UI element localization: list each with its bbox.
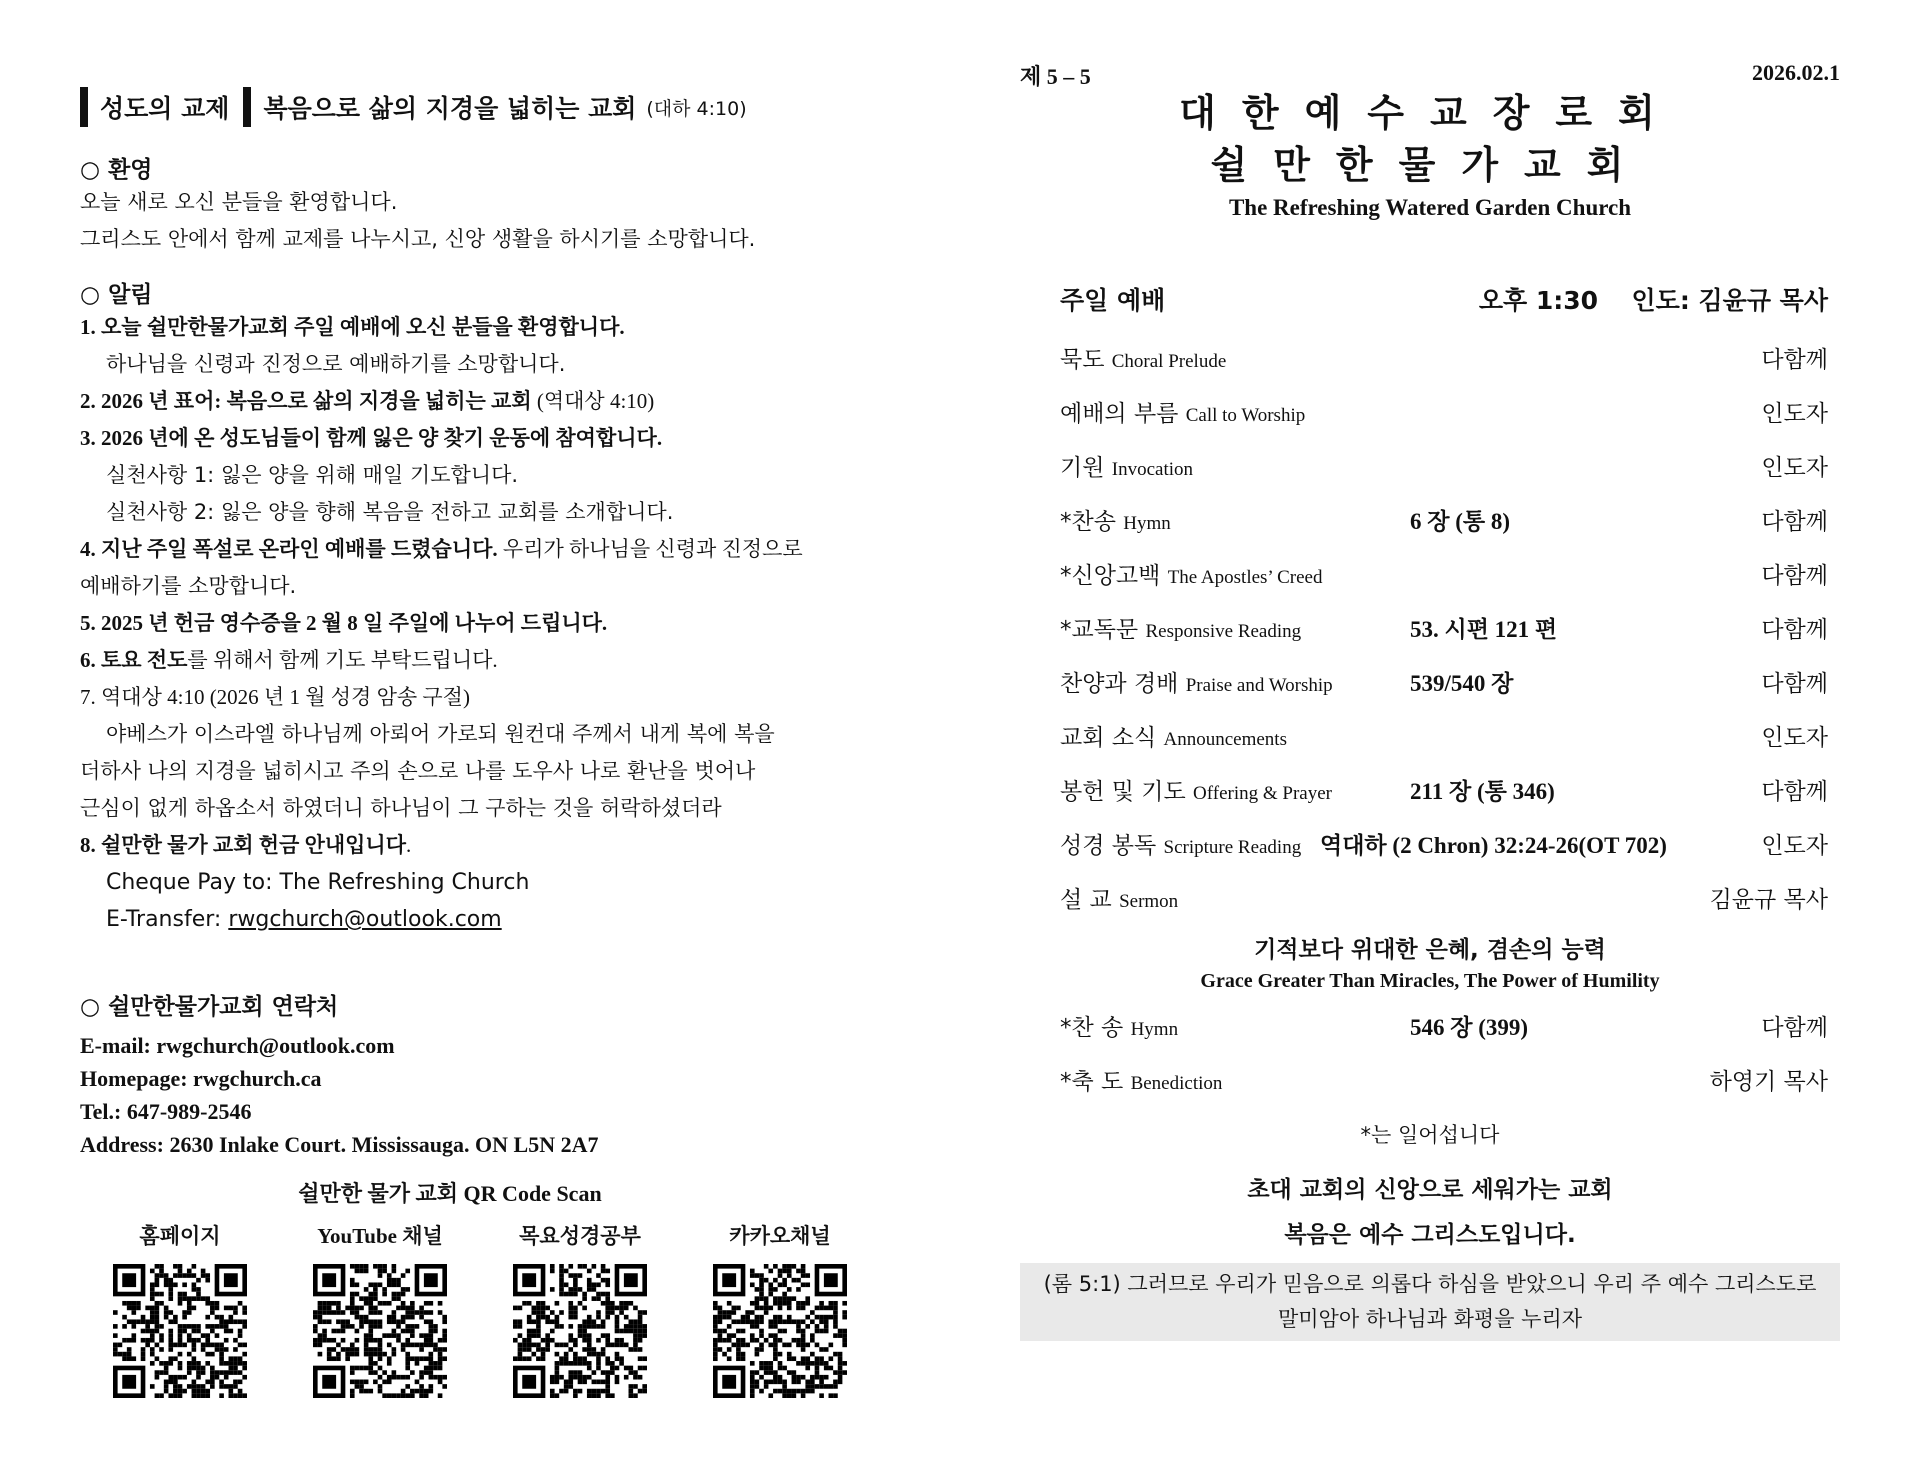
sermon-title-en: Grace Greater Than Miracles, The Power of Humility (1200, 970, 1660, 992)
contact-email: E-mail: rwgchurch@outlook.com (80, 1033, 395, 1058)
contact-tel: Tel.: 647-989-2546 (80, 1099, 252, 1124)
item-name (1060, 557, 1322, 590)
qr-item-bible-study (480, 1220, 680, 1398)
notice-text: 2. 2026 년 표어: 복음으로 삶의 지경을 넓히는 교회 (80, 389, 532, 413)
etransfer-label: E-Transfer: (106, 907, 229, 932)
denomination-name: 대한예수교장로회 (1179, 90, 1681, 135)
item-en: Invocation (1111, 459, 1194, 480)
item-en: Responsive Reading (1145, 621, 1302, 642)
qr-code[interactable] (713, 1264, 847, 1398)
memory-verse-line: (롬 5:1) 그러므로 우리가 믿음으로 의롭다 하심을 받았으니 우리 주 예수 그리스도로 (1043, 1272, 1817, 1296)
item-name (1060, 719, 1287, 752)
cheque-line: Cheque Pay to: The Refreshing Church (106, 870, 530, 895)
qr-item-homepage (80, 1220, 280, 1398)
qr-item-kakao (680, 1220, 880, 1398)
notice-item: 7. 역대상 4:10 (2026 년 1 월 성경 암송 구절) (80, 685, 470, 709)
memory-verse-box (1020, 1263, 1840, 1341)
item-name (1060, 881, 1178, 914)
item-who: 하영기 목사 (1709, 1069, 1828, 1095)
item-detail: 6 장 (통 8) (1410, 509, 1511, 534)
notice-item: 실천사항 1: 잃은 양을 위해 매일 기도합니다. (106, 463, 519, 487)
item-who: 다함께 (1761, 563, 1828, 589)
item-who: 다함께 (1761, 347, 1828, 373)
notice-text: 4. 지난 주일 폭설로 온라인 예배를 드렸습니다. (80, 537, 498, 561)
item-who: 인도자 (1761, 725, 1828, 751)
notice-item (80, 827, 880, 864)
item-who: 다함께 (1761, 671, 1828, 697)
item-ko: 기원 (1060, 455, 1105, 481)
qr-code[interactable] (113, 1264, 247, 1398)
item-detail: 546 장 (399) (1410, 1015, 1529, 1040)
item-en: The Apostles’ Creed (1167, 567, 1323, 588)
worship-item (1020, 545, 1840, 599)
welcome-line: 오늘 새로 오신 분들을 환영합니다. (80, 190, 398, 214)
left-page (80, 85, 880, 1398)
item-en: Call to Worship (1185, 405, 1306, 426)
motto-line-2: 복음은 예수 그리스도입니다. (1284, 1222, 1576, 1248)
item-name (1060, 1009, 1178, 1042)
item-ko: 예배의 부름 (1060, 401, 1179, 427)
service-title: 주일 예배 (1060, 286, 1166, 315)
item-who: 다함께 (1761, 617, 1828, 643)
notice-text: 우리가 하나님을 신령과 진정으로 (497, 537, 803, 561)
item-ko: *찬송 (1060, 509, 1116, 535)
item-en: Offering & Prayer (1193, 783, 1332, 804)
worship-item (1020, 1051, 1840, 1105)
church-name-ko: 쉴만한물가교회 (1210, 142, 1650, 187)
verse-line: 야베스가 이스라엘 하나님께 아뢰어 가로되 원컨대 주께서 내게 복에 복을 (106, 722, 775, 746)
notice-text: . (406, 833, 412, 857)
item-ko: *교독문 (1060, 617, 1139, 643)
qr-item-youtube (280, 1220, 480, 1398)
item-ko: 찬양과 경배 (1060, 671, 1179, 697)
worship-item (1020, 653, 1840, 707)
welcome-line: 그리스도 안에서 함께 교제를 나누시고, 신앙 생활을 하시기를 소망합니다. (80, 227, 756, 251)
worship-item (1020, 761, 1840, 815)
closing-order (1020, 997, 1840, 1105)
item-ko: 봉헌 및 기도 (1060, 779, 1186, 805)
notice-text: 8. 쉴만한 물가 교회 헌금 안내입니다 (80, 833, 407, 857)
worship-item (1020, 491, 1840, 545)
item-detail: 53. 시편 121 편 (1410, 617, 1558, 642)
notice-item: 실천사항 2: 잃은 양을 향해 복음을 전하고 교회를 소개합니다. (106, 500, 674, 524)
notice-text: 6. 토요 전도 (80, 648, 188, 672)
item-name (1060, 341, 1226, 374)
item-en: Sermon (1119, 891, 1179, 912)
qr-title: 쉴만한 물가 교회 QR Code Scan (298, 1181, 602, 1206)
notice-item: 1. 오늘 쉴만한물가교회 주일 예배에 오신 분들을 환영합니다. (80, 315, 625, 339)
item-who: 인도자 (1761, 455, 1828, 481)
worship-item (1020, 599, 1840, 653)
item-en: Announcements (1163, 729, 1287, 750)
notice-item (80, 531, 880, 568)
item-name (1060, 611, 1301, 644)
memory-verse-line: 말미암아 하나님과 화평을 누리자 (1277, 1307, 1583, 1331)
item-ko: *축 도 (1060, 1069, 1124, 1095)
qr-row (80, 1220, 880, 1398)
worship-item (1020, 997, 1840, 1051)
contact-address: Address: 2630 Inlake Court. Mississauga. ON L5N 2A7 (80, 1132, 599, 1157)
header-motto: 복음으로 삶의 지경을 넓히는 교회 (263, 94, 637, 123)
service-time: 오후 1:30 (1478, 286, 1599, 315)
worship-item (1020, 869, 1840, 923)
item-who: 김윤규 목사 (1709, 887, 1828, 913)
item-ko: 설 교 (1060, 887, 1112, 913)
item-ko: 교회 소식 (1060, 725, 1157, 751)
worship-item (1020, 383, 1840, 437)
header-title: 성도의 교제 (100, 94, 230, 123)
item-detail: 539/540 장 (1410, 671, 1514, 696)
service-header (1020, 281, 1840, 317)
contact-title: ○ 쉴만한물가교회 연락처 (80, 994, 339, 1020)
worship-item (1020, 815, 1840, 869)
worship-item (1020, 437, 1840, 491)
notice-item: 하나님을 신령과 진정으로 예배하기를 소망합니다. (106, 352, 566, 376)
etransfer-email-link[interactable]: rwgchurch@outlook.com (228, 907, 502, 932)
item-ko: 성경 봉독 (1060, 833, 1157, 859)
header-reference: (대하 4:10) (646, 97, 747, 120)
notice-item: 5. 2025 년 헌금 영수증을 2 월 8 일 주일에 나누어 드립니다. (80, 611, 608, 635)
item-who: 인도자 (1761, 401, 1828, 427)
notice-text: 를 위해서 함께 기도 부탁드립니다. (187, 648, 498, 672)
qr-label: 목요성경공부 (519, 1224, 641, 1248)
notice-item (80, 642, 880, 679)
item-ko: *찬 송 (1060, 1015, 1124, 1041)
notice-item: 3. 2026 년에 온 성도님들이 함께 잃은 양 찾기 운동에 참여합니다. (80, 426, 663, 450)
worship-item (1020, 707, 1840, 761)
service-leader: 인도: 김윤규 목사 (1631, 286, 1828, 315)
item-who: 인도자 (1761, 833, 1828, 859)
qr-label: 홈페이지 (139, 1224, 221, 1248)
sermon-title-ko: 기적보다 위대한 은혜, 겸손의 능력 (1254, 937, 1606, 963)
notice-text: (역대상 4:10) (531, 389, 655, 413)
item-en: Praise and Worship (1185, 675, 1333, 696)
church-name-en: The Refreshing Watered Garden Church (1228, 195, 1632, 220)
item-name (1060, 1063, 1222, 1096)
item-en: Choral Prelude (1111, 351, 1227, 372)
item-ko: 묵도 (1060, 347, 1105, 373)
standing-note: *는 일어섭니다 (1360, 1123, 1500, 1147)
item-detail: 역대하 (2 Chron) 32:24-26(OT 702) (1320, 833, 1667, 858)
header-bar (80, 87, 88, 127)
contact-homepage: Homepage: rwgchurch.ca (80, 1066, 322, 1091)
item-name (1060, 773, 1332, 806)
item-who: 다함께 (1761, 1015, 1828, 1041)
bulletin-date: 2026.02.1 (1752, 60, 1840, 85)
item-name (1060, 449, 1193, 482)
item-name (1060, 395, 1305, 428)
item-who: 다함께 (1761, 509, 1828, 535)
worship-item (1020, 329, 1840, 383)
notice-item (80, 383, 880, 420)
verse-line: 근심이 없게 하옵소서 하였더니 하나님이 그 구하는 것을 허락하셨더라 (80, 796, 722, 820)
header-bar (243, 87, 251, 127)
qr-label: YouTube 채널 (317, 1224, 443, 1248)
qr-label: 카카오채널 (729, 1224, 831, 1248)
item-en: Scripture Reading (1163, 837, 1302, 858)
item-en: Benediction (1130, 1073, 1223, 1094)
item-ko: *신앙고백 (1060, 563, 1161, 589)
verse-line: 더하사 나의 지경을 넓히시고 주의 손으로 나를 도우사 나로 환난을 벗어나 (80, 759, 756, 783)
welcome-title: ○ 환영 (80, 157, 153, 183)
item-en: Hymn (1123, 513, 1171, 534)
item-who: 다함께 (1761, 779, 1828, 805)
item-en: Hymn (1130, 1019, 1179, 1040)
motto-line-1: 초대 교회의 신앙으로 세워가는 교회 (1247, 1177, 1613, 1203)
order-of-worship (1020, 329, 1840, 923)
issue-number: 제 5 – 5 (1020, 64, 1091, 89)
item-name (1060, 503, 1171, 536)
notice-title: ○ 알림 (80, 282, 153, 308)
item-name (1060, 665, 1333, 698)
item-detail: 211 장 (통 346) (1410, 779, 1555, 804)
section-header (80, 85, 880, 129)
qr-code[interactable] (513, 1264, 647, 1398)
qr-code[interactable] (313, 1264, 447, 1398)
item-name (1060, 827, 1301, 860)
etransfer-line (80, 901, 880, 938)
right-page (1020, 60, 1840, 1350)
notice-item: 예배하기를 소망합니다. (80, 574, 297, 598)
